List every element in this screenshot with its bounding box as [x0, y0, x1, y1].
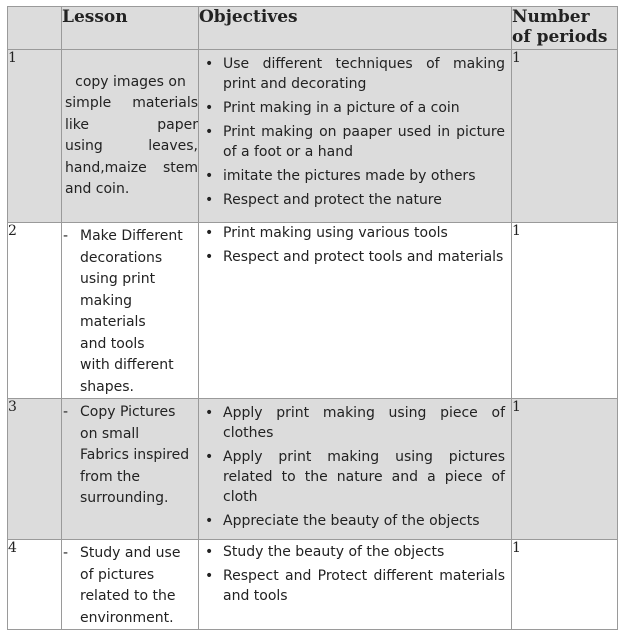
row-number: 3	[8, 399, 62, 540]
objective-item: • Use different techniques of making print and decorating	[223, 54, 505, 94]
lesson-text	[80, 402, 198, 510]
lesson-text	[80, 543, 198, 629]
objective-item: • Print making on paaper used in picture of a foot or a hand	[223, 122, 505, 162]
objectives-list	[199, 223, 511, 267]
lesson-item	[62, 223, 198, 398]
lesson-item	[62, 399, 198, 510]
row-number: 2	[8, 223, 62, 399]
dash-marker: -	[63, 545, 69, 561]
lesson-line: copy images on	[75, 73, 186, 90]
periods-cell: 1	[512, 50, 618, 223]
lesson-line: Fabrics inspired	[80, 447, 190, 463]
lesson-line: simple materials	[65, 95, 198, 111]
table-row	[8, 50, 618, 223]
lesson-line: Study and use	[80, 545, 181, 561]
lesson-line: hand,maize stem	[65, 159, 198, 176]
objective-item: • Print making using various tools	[223, 223, 505, 243]
lesson-cell	[62, 540, 199, 630]
objective-item: • Respect and protect the nature	[223, 190, 505, 210]
objective-item: • Respect and protect tools and materials	[223, 247, 505, 267]
objective-item: • Print making in a picture of a coin	[223, 98, 505, 118]
objectives-cell	[199, 50, 512, 223]
objectives-cell	[199, 399, 512, 540]
lesson-line: related to the	[80, 588, 176, 604]
lesson-line: on small	[80, 425, 140, 442]
table-row	[8, 223, 618, 399]
lesson-text	[80, 226, 198, 398]
objective-item: • Appreciate the beauty of the objects	[223, 511, 505, 531]
header-periods	[512, 7, 618, 50]
objective-item: • Apply print making using pictures related to the nature and a piece of cloth	[223, 447, 505, 507]
objective-item: • Apply print making using piece of clothes	[223, 403, 505, 443]
row-number: 1	[8, 50, 62, 223]
header-periods-line2: of periods	[512, 27, 608, 47]
periods-cell: 1	[512, 540, 618, 630]
lesson-line: shapes.	[80, 378, 134, 395]
objective-item: • Respect and Protect different materials and tools	[223, 566, 505, 606]
table-row	[8, 540, 618, 630]
header-lesson: Lesson	[62, 7, 199, 50]
lesson-table-container	[7, 6, 618, 630]
header-objectives: Objectives	[199, 7, 512, 50]
lesson-line: from the	[80, 468, 141, 485]
header-number	[8, 7, 62, 50]
lesson-line: and coin.	[65, 181, 130, 197]
lesson-line: like paper	[65, 116, 198, 133]
lesson-line: and tools	[80, 335, 145, 352]
lesson-table	[7, 6, 618, 630]
lesson-line: of pictures	[80, 566, 155, 583]
lesson-cell	[62, 399, 199, 540]
lesson-text	[62, 72, 198, 201]
lesson-cell	[62, 50, 199, 223]
objectives-cell	[199, 540, 512, 630]
objectives-list	[199, 399, 511, 531]
lesson-item	[62, 540, 198, 629]
objectives-cell	[199, 223, 512, 399]
header-periods-line1: Number	[512, 7, 590, 27]
lesson-line: with different	[80, 357, 174, 373]
lesson-cell	[62, 223, 199, 399]
dash-marker: -	[63, 228, 69, 244]
lesson-line: using leaves,	[65, 138, 198, 154]
lesson-line: materials	[80, 314, 146, 330]
lesson-line: making	[80, 292, 132, 309]
row-number: 4	[8, 540, 62, 630]
dash-marker: -	[63, 404, 69, 420]
lesson-line: environment.	[80, 609, 174, 626]
table-row	[8, 399, 618, 540]
objective-item: • Study the beauty of the objects	[223, 542, 505, 562]
lesson-line: Copy Pictures	[80, 404, 176, 420]
periods-cell: 1	[512, 399, 618, 540]
objective-item: • imitate the pictures made by others	[223, 166, 505, 186]
lesson-line: decorations	[80, 249, 163, 266]
lesson-line: using print	[80, 271, 156, 287]
objectives-list	[199, 540, 511, 606]
lesson-line: Make Different	[80, 228, 183, 244]
lesson-line: surrounding.	[80, 490, 169, 506]
objectives-list	[199, 50, 511, 210]
header-row	[8, 7, 618, 50]
periods-cell: 1	[512, 223, 618, 399]
